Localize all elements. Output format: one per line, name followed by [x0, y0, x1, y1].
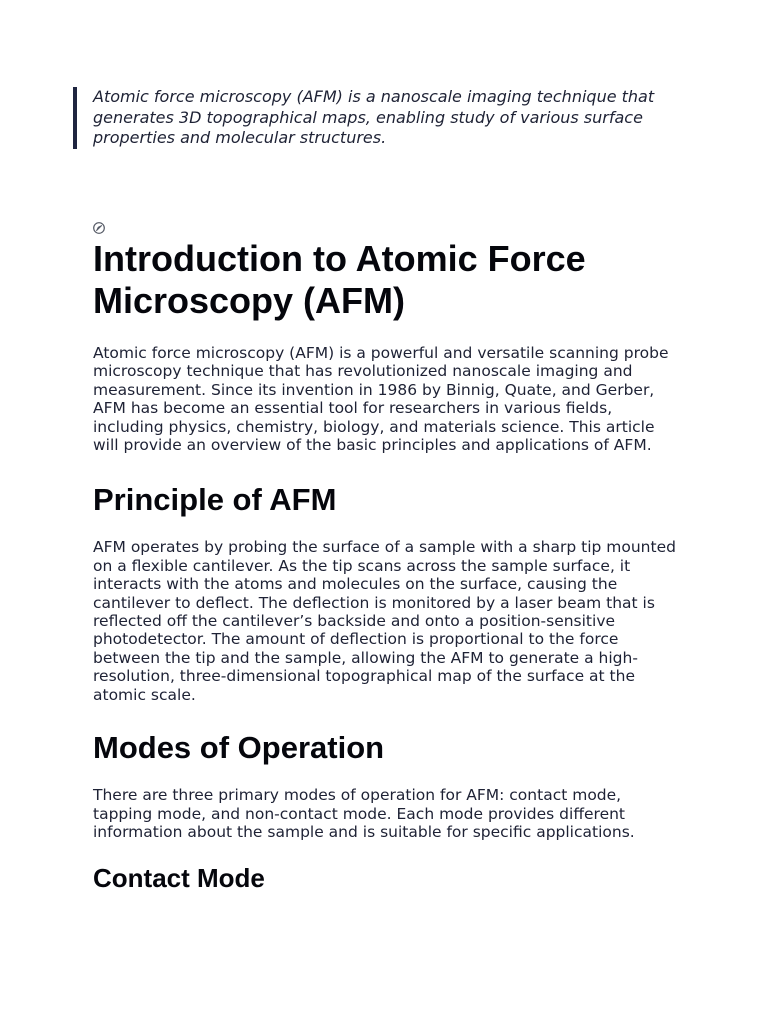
- modes-paragraph: There are three primary modes of operation for AFM: contact mode, tapping mode, and non-contact mode. Each mode provides different information about the sample and is suitable for specific applications.: [93, 786, 635, 841]
- article-body: [93, 238, 683, 893]
- modes-heading: Modes of Operation: [93, 730, 385, 766]
- page-title: Introduction to Atomic Force Microscopy (AFM): [93, 238, 586, 321]
- intro-paragraph: Atomic force microscopy (AFM) is a powerful and versatile scanning probe microscopy technique that has revolutionized nanoscale imaging and measurement. Since its invention in 1986 by Binnig, Quate, and Gerber, AFM has become an essential tool for researchers in various fields, including physics, chemistry, biology, and materials science. This article will provide an overview of the basic principles and applications of AFM.: [93, 344, 669, 455]
- contact-mode-heading: Contact Mode: [93, 863, 265, 894]
- link-icon[interactable]: [92, 221, 106, 235]
- principle-heading: Principle of AFM: [93, 482, 337, 518]
- principle-paragraph: AFM operates by probing the surface of a sample with a sharp tip mounted on a flexible cantilever. As the tip scans across the sample surface, it interacts with the atoms and molecules on the surface, causing the cantilever to deflect. The deflection is monitored by a laser beam that is reflected off the cantilever’s backside and onto a position-sensitive photodetector. The amount of deflection is proportional to the force between the tip and the sample, allowing the AFM to generate a high-resolution, three-dimensional topographical map of the surface at the atomic scale.: [93, 538, 676, 704]
- summary-quote: Atomic force microscopy (AFM) is a nanoscale imaging technique that generates 3D topographical maps, enabling study of various surface properties and molecular structures.: [73, 87, 703, 149]
